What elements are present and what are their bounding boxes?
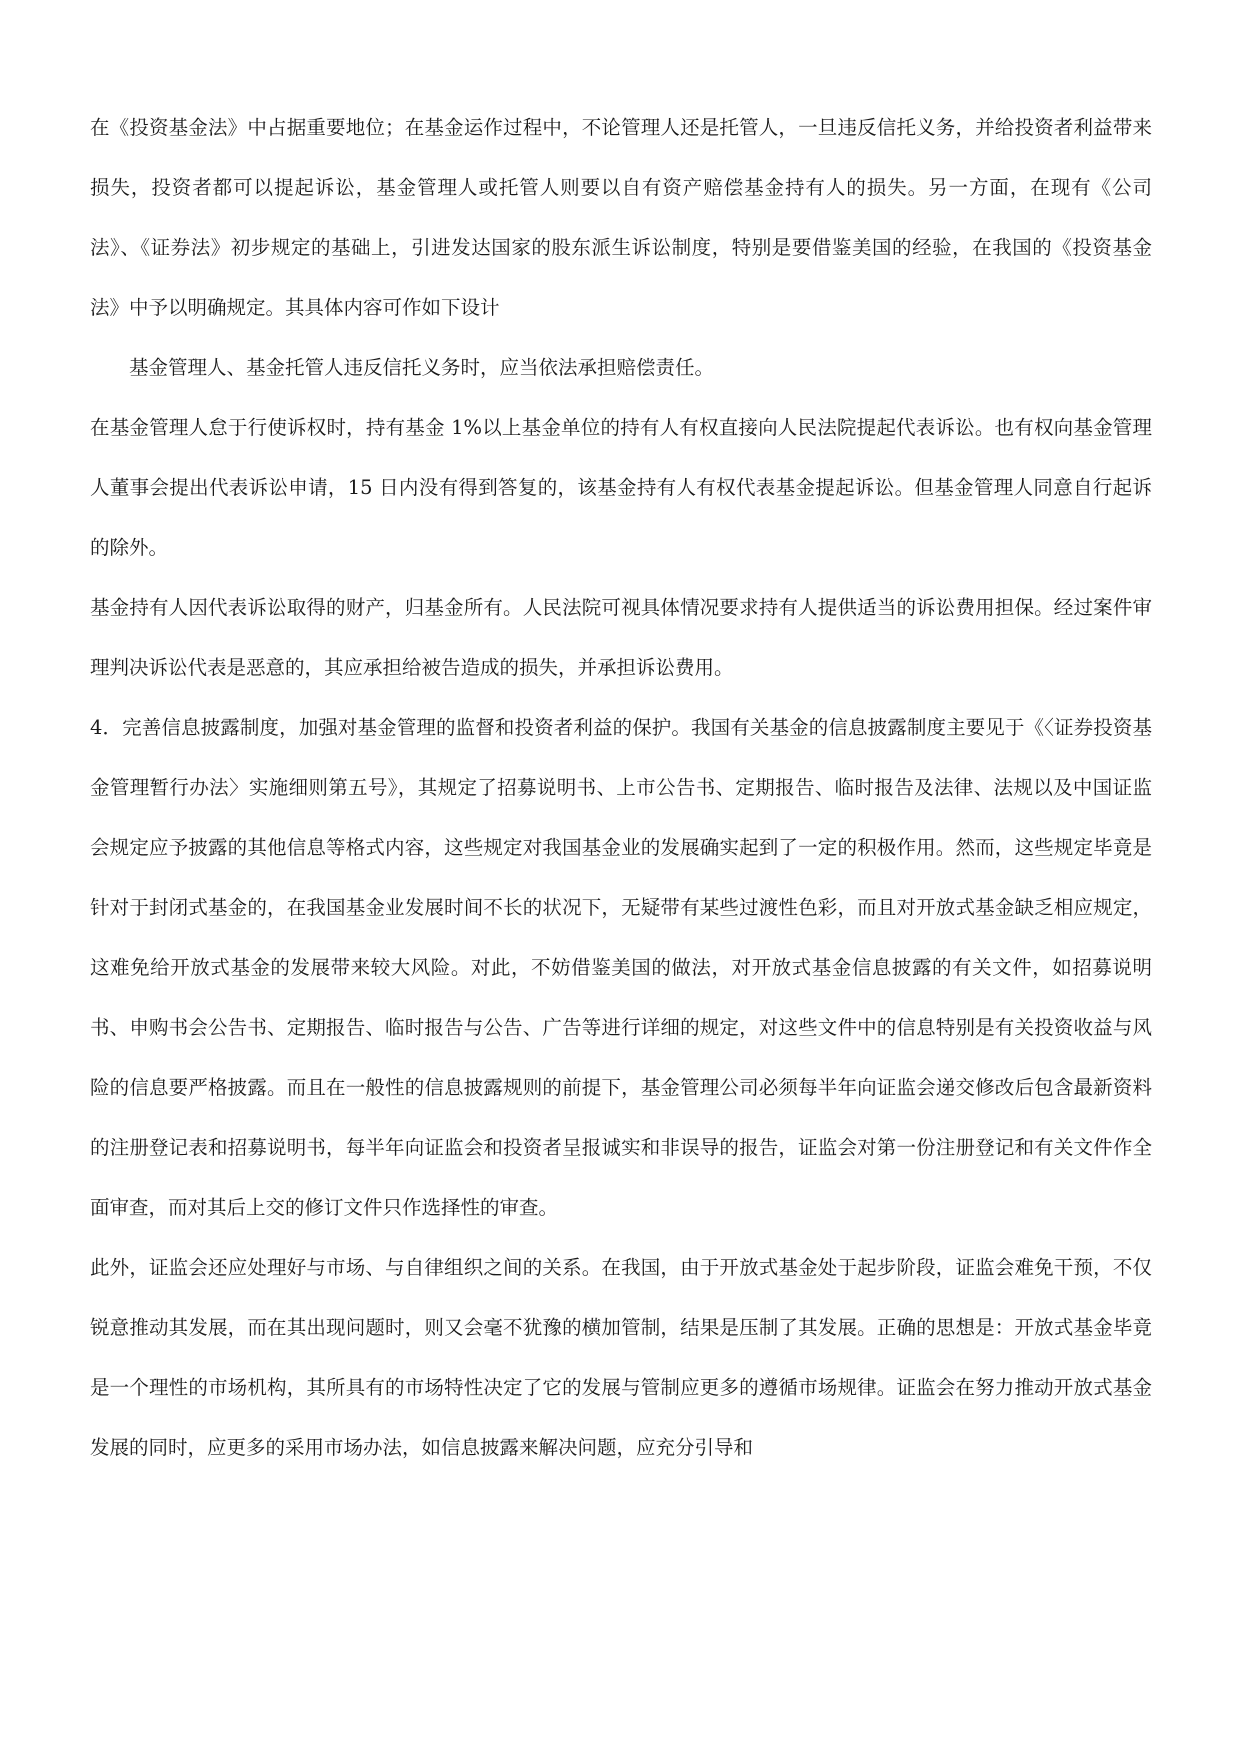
paragraph-regulator-relations: 此外，证监会还应处理好与市场、与自律组织之间的关系。在我国，由于开放式基金处于起步阶段，证监会难免干预，不仅锐意推动其发展，而在其出现问题时，则又会毫不犹豫的横加管制，结果是压制了其发展。正确的思想是：开放式基金毕竟是一个理性的市场机构，其所具有的市场特性决定了它的发展与管制应更多的遵循市场规律。证监会在努力推动开放式基金发展的同时，应更多的采用市场办法，如信息披露来解决问题，应充分引导和 <box>90 1256 1152 1459</box>
paragraph-investor-litigation: 在《投资基金法》中占据重要地位；在基金运作过程中，不论管理人还是托管人，一旦违反信托义务，并给投资者利益带来损失，投资者都可以提起诉讼，基金管理人或托管人则要以自有资产赔偿基金持有人的损失。另一方面，在现有《公司法》、《证券法》初步规定的基础上，引进发达国家的股东派生诉讼制度，特别是要借鉴美国的经验，在我国的《投资基金法》中予以明确规定。其具体内容可作如下设计 <box>90 116 1152 319</box>
paragraph-liability: 基金管理人、基金托管人违反信托义务时，应当依法承担赔偿责任。 <box>129 356 715 379</box>
document-body <box>90 98 1152 1478</box>
paragraph-litigation-property: 基金持有人因代表诉讼取得的财产，归基金所有。人民法院可视具体情况要求持有人提供适当的诉讼费用担保。经过案件审理判决诉讼代表是恶意的，其应承担给被告造成的损失，并承担诉讼费用。 <box>90 596 1152 679</box>
paragraph-information-disclosure: 4．完善信息披露制度，加强对基金管理的监督和投资者利益的保护。我国有关基金的信息披露制度主要见于《〈证券投资基金管理暂行办法〉实施细则第五号》，其规定了招募说明书、上市公告书、定期报告、临时报告及法律、法规以及中国证监会规定应予披露的其他信息等格式内容，这些规定对我国基金业的发展确实起到了一定的积极作用。然而，这些规定毕竟是针对于封闭式基金的，在我国基金业发展时间不长的状况下，无疑带有某些过渡性色彩，而且对开放式基金缺乏相应规定，这难免给开放式基金的发展带来较大风险。对此，不妨借鉴美国的做法，对开放式基金信息披露的有关文件，如招募说明书、申购书会公告书、定期报告、临时报告与公告、广告等进行详细的规定，对这些文件中的信息特别是有关投资收益与风险的信息要严格披露。而且在一般性的信息披露规则的前提下，基金管理公司必须每半年向证监会递交修改后包含最新资料的注册登记表和招募说明书，每半年向证监会和投资者呈报诚实和非误导的报告，证监会对第一份注册登记和有关文件作全面审查，而对其后上交的修订文件只作选择性的审查。 <box>90 716 1152 1219</box>
paragraph-derivative-suit: 在基金管理人怠于行使诉权时，持有基金 1%以上基金单位的持有人有权直接向人民法院提起代表诉讼。也有权向基金管理人董事会提出代表诉讼申请，15 日内没有得到答复的，该基金持有人有权代表基金提起诉讼。但基金管理人同意自行起诉的除外。 <box>90 416 1152 559</box>
